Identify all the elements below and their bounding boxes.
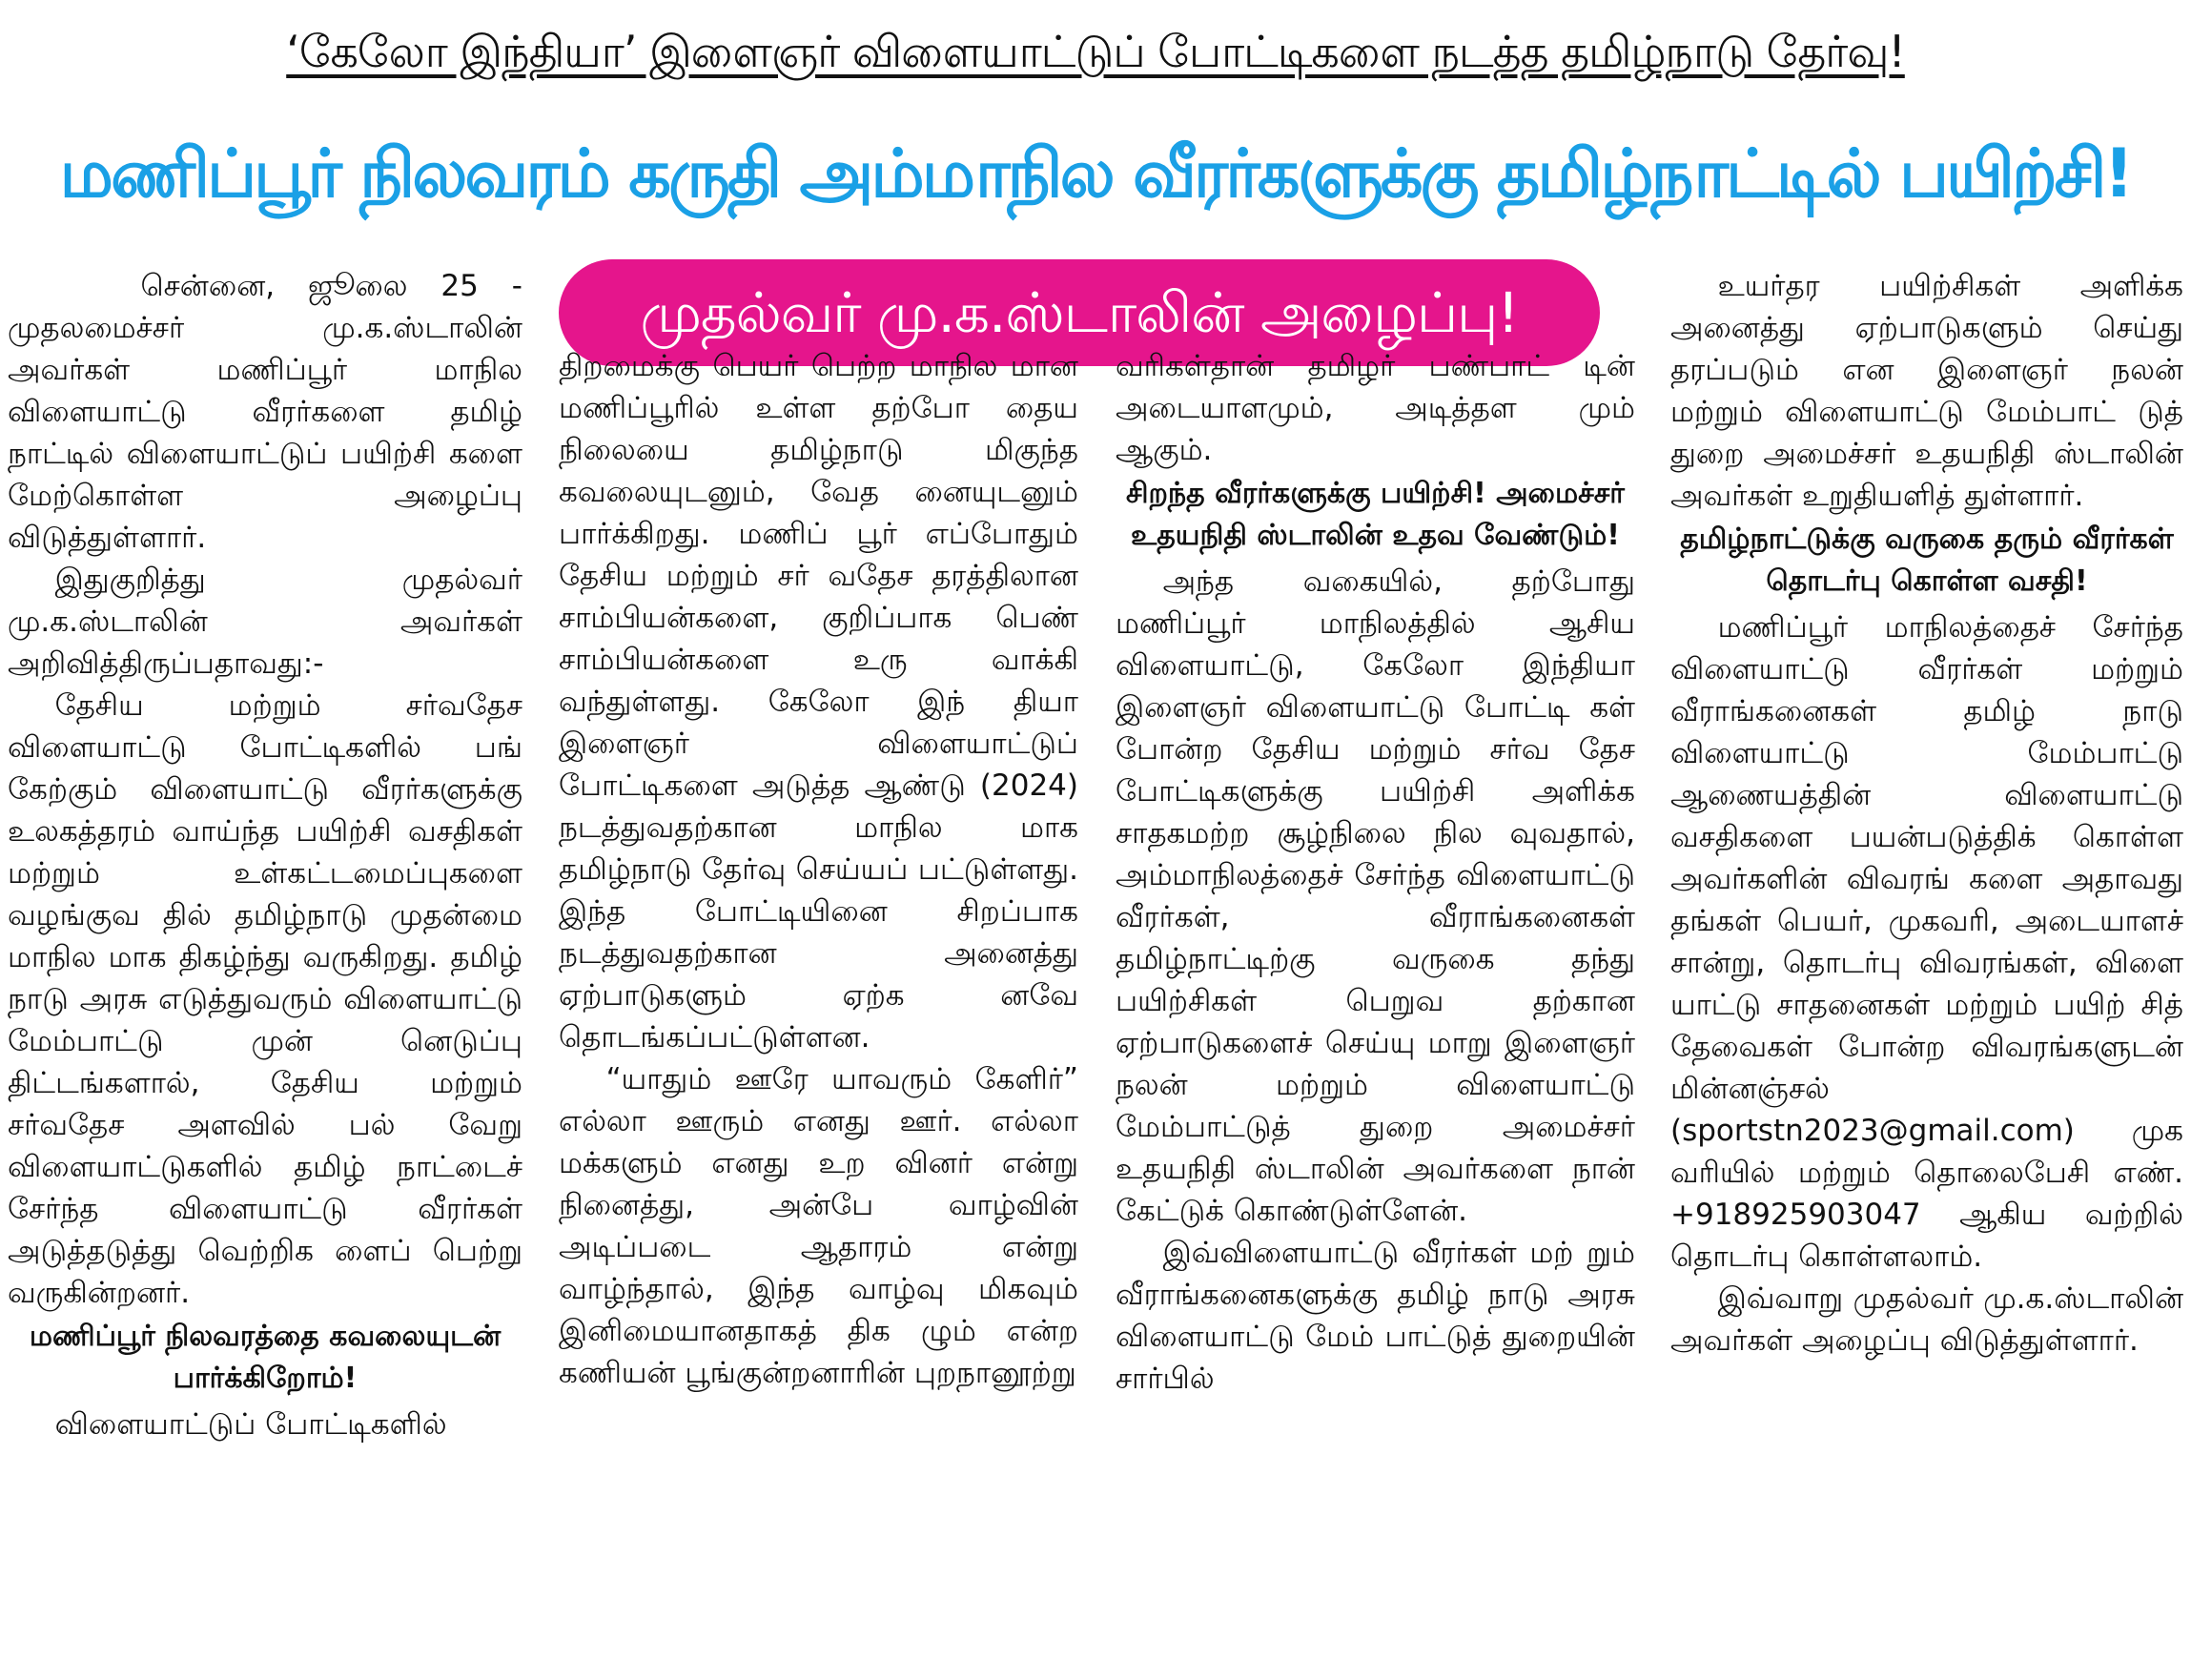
paragraph: மணிப்பூர் மாநிலத்தைச் சேர்ந்த விளையாட்டு வீரர்கள் மற்றும் வீராங்கனைகள் தமிழ் நாடு விளையாட்டு மேம்பாட்டு ஆணையத்தின் விளையாட்டு வசதிகளை பயன்படுத்திக் கொள்ள அவர்களின் விவரங் களை அதாவது தங்கள் பெயர், முகவரி, அடையாளச் சான்று, தொடர்பு விவரங்கள், விளை யாட்டு சாதனைகள் மற்றும் பயிற் சித் தேவைகள் போன்ற விவரங்களுடன் மின்னஞ்சல் (sportstn2023@gmail.com) முக வரியில் மற்றும் தொலைபேசி எண். +918925903047 ஆகிய வற்றில் தொடர்பு கொள்ளலாம். — [1670, 610, 2183, 1274]
paragraph: இதுகுறித்து முதல்வர் மு.க.ஸ்டாலின் அவர்கள் அறிவித்திருப்பதாவது:- — [8, 563, 522, 681]
subheading: தமிழ்நாட்டுக்கு வருகை தரும் வீரர்கள் தொடர்பு கொள்ள வசதி! — [1680, 522, 2174, 598]
paragraph: உயர்தர பயிற்சிகள் அளிக்க அனைத்து ஏற்பாடுகளும் செய்து தரப்படும் என இளைஞர் நலன் மற்றும் விளையாட்டு மேம்பாட் டுத் துறை அமைச்சர் உதயநிதி ஸ்டாலின் அவர்கள் உறுதியளித் துள்ளார். — [1670, 269, 2183, 513]
paragraph: விளையாட்டுப் போட்டிகளில் — [54, 1407, 447, 1442]
callout-banner: முதல்வர் மு.க.ஸ்டாலின் அழைப்பு! — [559, 259, 1600, 366]
subheading: மணிப்பூர் நிலவரத்தை கவலையுடன் பார்க்கிறோம்! — [29, 1320, 502, 1395]
main-headline: மணிப்பூர் நிலவரம் கருதி அம்மாநில வீரர்களுக்கு தமிழ்நாட்டில் பயிற்சி! — [59, 134, 2132, 213]
paragraph: வரிகள்தான் தமிழர் பண்பாட் டின் அடையாளமும், அடித்தள மும் ஆகும். — [1116, 349, 1635, 467]
article-column-2 — [559, 345, 1078, 1667]
article-column-3 — [1116, 345, 1635, 1667]
subheading: சிறந்த வீரர்களுக்கு பயிற்சி! அமைச்சர் உதயநிதி ஸ்டாலின் உதவ வேண்டும்! — [1126, 477, 1625, 552]
article-column-1 — [8, 265, 522, 1667]
paragraph: தேசிய மற்றும் சர்வதேச விளையாட்டு போட்டிகளில் பங் கேற்கும் விளையாட்டு வீரர்களுக்கு உலகத்தரம் வாய்ந்த பயிற்சி வசதிகள் மற்றும் உள்கட்டமைப்புகளை வழங்குவ தில் தமிழ்நாடு முதன்மை மாநில மாக திகழ்ந்து வருகிறது. தமிழ் நாடு அரசு எடுத்துவரும் விளையாட்டு மேம்பாட்டு முன் னெடுப்பு திட்டங்களால், தேசிய மற்றும் சர்வதேச அளவில் பல் வேறு விளையாட்டுகளில் தமிழ் நாட்டைச் சேர்ந்த விளையாட்டு வீரர்கள் அடுத்தடுத்து வெற்றிக ளைப் பெற்று வருகின்றனர். — [8, 688, 522, 1310]
paragraph: அந்த வகையில், தற்போது மணிப்பூர் மாநிலத்தில் ஆசிய விளையாட்டு, கேலோ இந்தியா இளைஞர் விளையாட்டு போட்டி கள் போன்ற தேசிய மற்றும் சர்வ தேச போட்டிகளுக்கு பயிற்சி அளிக்க சாதகமற்ற சூழ்நிலை நில வுவதால், அம்மாநிலத்தைச் சேர்ந்த விளையாட்டு வீரர்கள், வீராங்கனைகள் தமிழ்நாட்டிற்கு வருகை தந்து பயிற்சிகள் பெறுவ தற்கான ஏற்பாடுகளைச் செய்யு மாறு இளைஞர் நலன் மற்றும் விளையாட்டு மேம்பாட்டுத் துறை அமைச்சர் உதயநிதி ஸ்டாலின் அவர்களை நான் கேட்டுக் கொண்டுள்ளேன். — [1116, 564, 1635, 1228]
paragraph: திறமைக்கு பெயர் பெற்ற மாநில மான மணிப்பூரில் உள்ள தற்போ தைய நிலையை தமிழ்நாடு மிகுந்த கவலையுடனும், வேத னையுடனும் பார்க்கிறது. மணிப் பூர் எப்போதும் தேசிய மற்றும் சர் வதேச தரத்திலான சாம்பியன்களை, குறிப்பாக பெண் சாம்பியன்களை உரு வாக்கி வந்துள்ளது. கேலோ இந் தியா இளைஞர் விளையாட்டுப் போட்டிகளை அடுத்த ஆண்டு (2024) நடத்துவதற்கான மாநில மாக தமிழ்நாடு தேர்வு செய்யப் பட்டுள்ளது. இந்த போட்டியினை சிறப்பாக நடத்துவதற்கான அனைத்து ஏற்பாடுகளும் ஏற்க னவே தொடங்கப்பட்டுள்ளன. — [559, 349, 1078, 1055]
paragraph: இவ்விளையாட்டு வீரர்கள் மற் றும் வீராங்கனைகளுக்கு தமிழ் நாடு அரசு விளையாட்டு மேம் பாட்டுத் துறையின் சார்பில் — [1116, 1236, 1635, 1396]
paragraph: இவ்வாறு முதல்வர் மு.க.ஸ்டாலின் அவர்கள் அழைப்பு விடுத்துள்ளார். — [1670, 1281, 2183, 1358]
paragraph: சென்னை, ஜூலை 25 - முதலமைச்சர் மு.க.ஸ்டாலின் அவர்கள் மணிப்பூர் மாநில விளையாட்டு வீரர்களை தமிழ் நாட்டில் விளையாட்டுப் பயிற்சி களை மேற்கொள்ள அழைப்பு விடுத்துள்ளார். — [8, 269, 522, 555]
paragraph: “யாதும் ஊரே யாவரும் கேளிர்” எல்லா ஊரும் எனது ஊர். எல்லா மக்களும் எனது உற வினர் என்று நினைத்து, அன்பே வாழ்வின் அடிப்படை ஆதாரம் என்று வாழ்ந்தால், இந்த வாழ்வு மிகவும் இனிமையானதாகத் திக ழும் என்ற கணியன் பூங்குன்றனாரின் புறநானூற்று — [559, 1062, 1078, 1390]
kicker-headline: ‘கேலோ இந்தியா’ இளைஞர் விளையாட்டுப் போட்டிகளை நடத்த தமிழ்நாடு தேர்வு! — [286, 26, 1905, 77]
article-column-4 — [1670, 265, 2183, 1667]
